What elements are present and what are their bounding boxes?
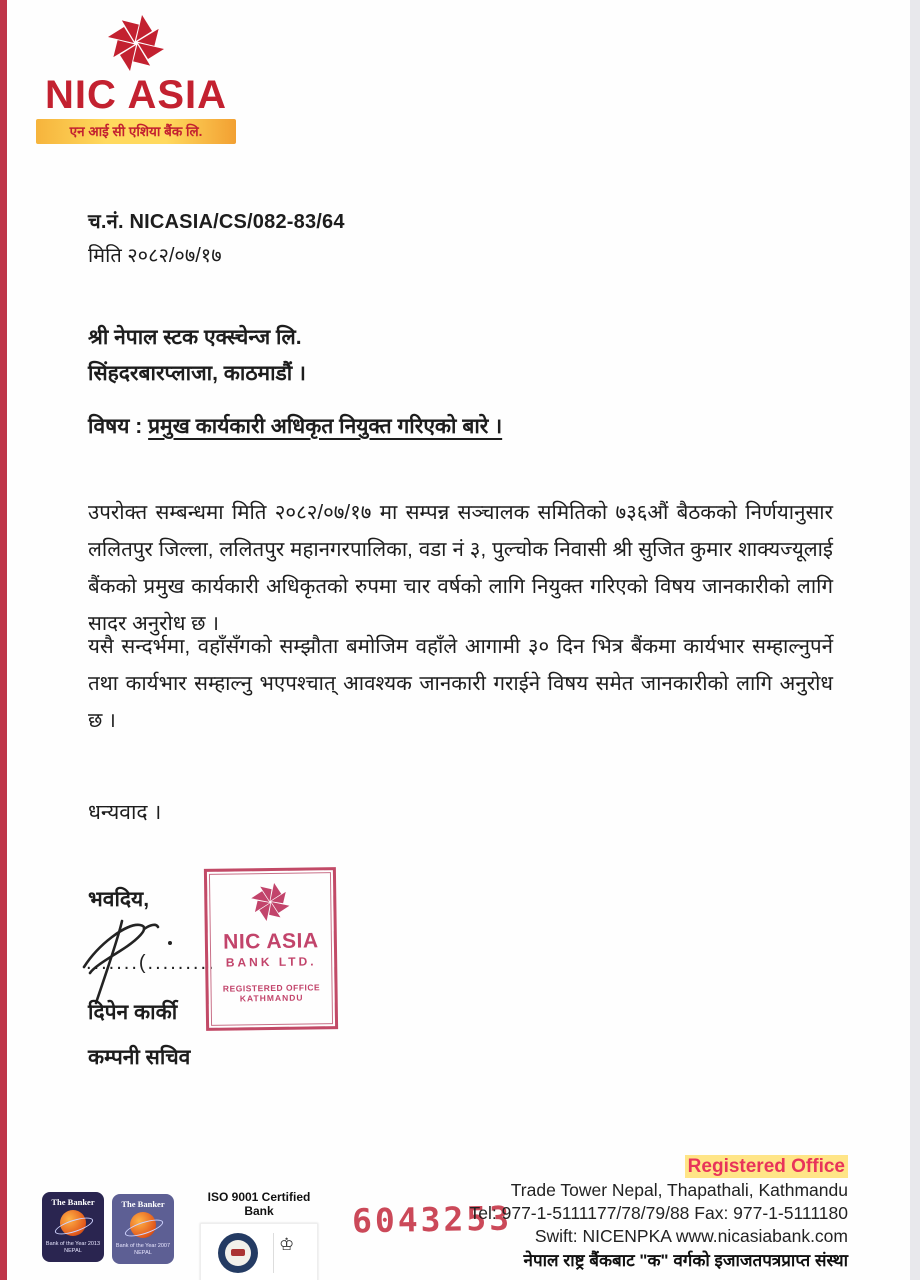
banker-badge-year: Bank of the Year 2013 (45, 1241, 101, 1247)
signature-salutation: भवदिय, (88, 888, 150, 911)
banker-badge-year: Bank of the Year 2007 (115, 1243, 171, 1249)
brand-name: NIC ASIA (44, 73, 228, 117)
stamp-office-text: REGISTERED OFFICE (222, 982, 321, 994)
banker-badge-caption (46, 1241, 100, 1255)
brand-tagline: एन आई सी एशिया बैंक लि. (69, 124, 203, 139)
license-class-line: नेपाल राष्ट्र बैंकबाट "क" वर्गको इजाजतपत्रप्राप्त संस्था (523, 1251, 848, 1270)
stamp-city-text: KATHMANDU (239, 992, 304, 1004)
stamp-brand-text: NIC ASIA (223, 929, 319, 954)
banker-award-badge-2013 (42, 1192, 104, 1262)
tel-fax-line: Tel: 977-1-5111177/78/79/88 Fax: 977-1-5111180 (469, 1203, 848, 1223)
banker-globe-icon (130, 1212, 156, 1238)
iso-seal-icon (218, 1233, 258, 1273)
recipient-address (88, 320, 306, 392)
reference-number: च.नं. NICASIA/CS/082-83/64 (88, 211, 345, 233)
page-left-edge-stripe (0, 0, 7, 1280)
letterhead (36, 12, 236, 144)
recipient-line2: सिंहदरबारप्लाजा, काठमाडौं । (88, 362, 306, 385)
ukas-crown-icon (273, 1233, 300, 1273)
stamp-bank-text: BANK LTD. (225, 954, 317, 970)
registered-office-label: Registered Office (685, 1155, 848, 1178)
banker-badge-country: NEPAL (64, 1248, 82, 1254)
banker-badge-caption (116, 1243, 170, 1257)
stamp-star-icon (247, 881, 294, 929)
banker-badge-country: NEPAL (134, 1250, 152, 1256)
iso-certification (200, 1190, 318, 1280)
recipient-line1: श्री नेपाल स्टक एक्स्चेन्ज लि. (88, 326, 302, 349)
banker-globe-icon (60, 1210, 86, 1236)
banker-badge-title: The Banker (51, 1197, 95, 1207)
signatory-title: कम्पनी सचिव (88, 1046, 191, 1069)
signature-dotted-line: .......(......... (86, 952, 216, 974)
brand-tagline-band (36, 119, 236, 144)
registered-office-block (470, 1155, 848, 1272)
company-rubber-stamp (204, 867, 338, 1031)
reference-block (88, 205, 345, 273)
closing-thanks: धन्यवाद । (88, 801, 162, 824)
office-address: Trade Tower Nepal, Thapathali, Kathmandu (510, 1180, 848, 1200)
serial-number-stamp: 6043253 (351, 1198, 513, 1241)
nic-asia-star-icon (36, 12, 236, 74)
letter-date: मिति २०८२/०७/१७ (88, 245, 222, 267)
body-paragraph-2: यसै सन्दर्भमा, वहाँसँगको सम्झौता बमोजिम वहाँले आगामी ३० दिन भित्र बैंकमा कार्यभार सम्हाल्नुपर्ने तथा कार्यभार सम्हाल्नु भएपश्चात् आवश्यक जानकारी गराईने विषय समेत जानकारीको लागि अनुरोध छ । (88, 635, 833, 732)
body-paragraph-1: उपरोक्त सम्बन्धमा मिति २०८२/०७/१७ मा सम्पन्न सञ्चालक समितिको ७३६औं बैठकको निर्णयानुसार ललितपुर जिल्ला, ललितपुर महानगरपालिका, वडा नं ३, पुल्चोक निवासी श्री सुजित कुमार शाक्यज्यूलाई बैंकको प्रमुख कार्यकारी अधिकृतको रुपमा चार वर्षको लागि नियुक्त गरिएको विषय जानकारीको लागि सादर अनुरोध छ । (88, 501, 833, 635)
page-right-edge-shadow (910, 0, 920, 1280)
banker-award-badge-2007 (112, 1194, 174, 1264)
banker-badge-title: The Banker (121, 1199, 165, 1209)
subject-line (88, 412, 502, 440)
signatory-name: दिपेन कार्की (88, 1001, 178, 1024)
subject-text: प्रमुख कार्यकारी अधिकृत नियुक्त गरिएको बारे । (148, 415, 503, 438)
subject-label: विषय : (88, 415, 149, 438)
iso-title: ISO 9001 Certified Bank (207, 1190, 311, 1218)
iso-logos-box (200, 1223, 318, 1280)
swift-website-line: Swift: NICENPKA www.nicasiabank.com (534, 1226, 848, 1246)
